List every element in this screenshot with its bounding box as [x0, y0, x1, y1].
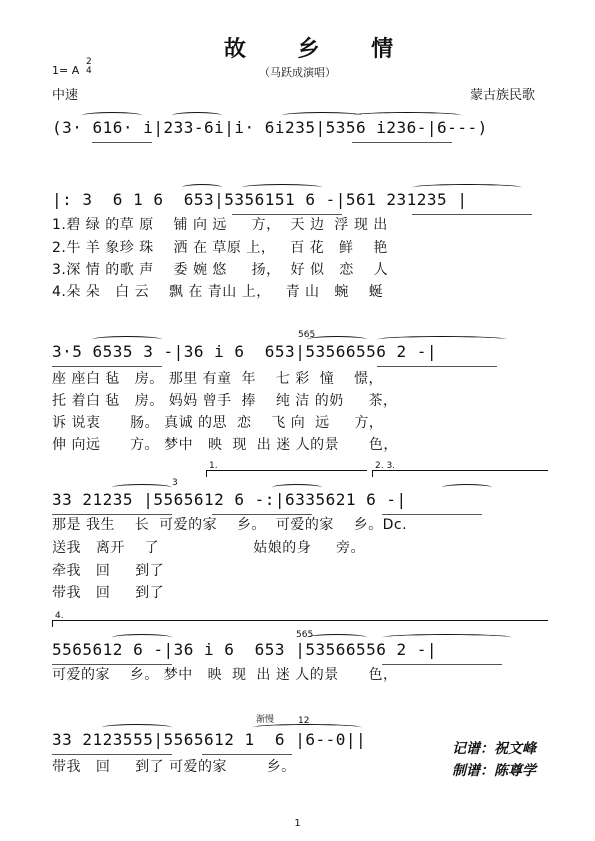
- verse2-lyric-2: 托 着白 毡 房。 妈妈 曾手 捧 纯 洁 的奶 茶，: [52, 393, 398, 409]
- volta-label-2-3: 2. 3.: [375, 461, 396, 471]
- performer-subtitle: （马跃成演唱）: [259, 66, 336, 79]
- verse2-lyric-4: 伸 向远 方。 梦中 映 现 出 迷 人的景 色，: [52, 437, 398, 453]
- verse2-lyric-3: 诉 说衷 肠。 真诚 的思 恋 飞 向 远 方，: [52, 415, 384, 431]
- grace-note-ornament: 565: [298, 330, 316, 340]
- engraver-credit: 制谱：陈尊学: [452, 763, 536, 779]
- genre-label: 蒙古族民歌: [470, 88, 536, 103]
- intro-notation-line: [52, 118, 547, 146]
- beam-underline: [52, 366, 162, 367]
- slur: [442, 484, 492, 491]
- refrain-lyric-3: 牵我 回 到了: [52, 563, 165, 579]
- beam-underline: [377, 366, 497, 367]
- slur: [382, 634, 512, 641]
- verse-lyric-4: 4.朵 朵 白 云 飘 在 青山 上， 青 山 蜿 蜒: [52, 284, 384, 300]
- slur: [352, 112, 462, 119]
- beam-underline: [52, 754, 172, 755]
- ritardando-marking: 渐慢: [256, 715, 275, 725]
- beam-underline: [92, 142, 152, 143]
- beam-underline: [382, 664, 502, 665]
- page-number: 1: [294, 818, 301, 829]
- refrain-lyric-4: 带我 回 到了: [52, 585, 165, 601]
- slur: [272, 484, 322, 491]
- intro-notes: (3· 616· i|233-6i|i· 6i235|5356 i236-|6---): [52, 118, 488, 137]
- key-signature: 1= A: [52, 64, 80, 77]
- coda-notes-2: 33 2123555|5565612 1 6 |6--0||: [52, 730, 367, 749]
- verse-notes-1: |: 3 6 1 6 653|5356151 6 -|561 231235 |: [52, 190, 468, 209]
- slur: [102, 724, 172, 731]
- coda-lyric-2: 带我 回 到了 可爱的家 乡。: [52, 759, 296, 775]
- beam-underline: [412, 214, 532, 215]
- slur: [282, 112, 362, 119]
- slur: [112, 484, 172, 491]
- volta-label-4: 4.: [55, 611, 64, 621]
- transcriber-credit: 记谱：祝文峰: [452, 741, 536, 757]
- beam-underline: [202, 754, 292, 755]
- slur: [172, 112, 222, 119]
- volta-label-1: 1.: [209, 461, 218, 471]
- slur: [307, 634, 367, 641]
- slur: [92, 336, 162, 343]
- refrain-lyric-2: 送我 离开 了 姑娘的身 旁。: [52, 540, 365, 556]
- verse-lyric-3: 3.深 情 的歌 声 委 婉 悠 扬， 好 似 恋 人: [52, 262, 389, 278]
- beam-underline: [352, 142, 452, 143]
- slur: [242, 184, 322, 191]
- slur: [82, 112, 142, 119]
- grace-note-ornament: 12: [298, 716, 310, 726]
- slur: [307, 336, 367, 343]
- coda-lyric-1: 可爱的家 乡。 梦中 映 现 出 迷 人的景 色，: [52, 667, 398, 683]
- verse-notation-line-2: [52, 342, 547, 370]
- tempo-marking: 中速: [52, 88, 79, 103]
- time-signature-top: 2: [86, 57, 92, 67]
- slur: [182, 184, 222, 191]
- song-title: 故 乡 情: [223, 36, 416, 62]
- volta-bracket-1: [206, 461, 367, 477]
- verse-notes-2: 3·5 6535 3 -|36 i 6 653|53566556 2 -|: [52, 342, 438, 361]
- refrain-notes: 33 21235 |5565612 6 -:|6335621 6 -|: [52, 490, 407, 509]
- volta-bracket-4: [52, 611, 548, 627]
- slur: [252, 724, 362, 731]
- verse-lyric-2: 2.牛 羊 象珍 珠 洒 在 草原 上， 百 花 鲜 艳: [52, 240, 388, 256]
- slur: [112, 634, 172, 641]
- verse-lyric-1: 1.碧 绿 的草 原 铺 向 远 方， 天 边 浮 现 出: [52, 217, 388, 233]
- refrain-lyric-1: 那是 我生 长 可爱的家 乡。 可爱的家 乡。Dc.: [52, 517, 408, 533]
- grace-note-ornament: 565: [296, 630, 314, 640]
- verse2-lyric-1: 座 座白 毡 房。 那里 有童 年 七 彩 憧 憬，: [52, 371, 384, 387]
- time-signature-bottom: 4: [86, 66, 92, 76]
- slur: [377, 336, 507, 343]
- slur: [412, 184, 522, 191]
- volta-bracket-2-3: [372, 461, 548, 477]
- coda-notes-1: 5565612 6 -|36 i 6 653 |53566556 2 -|: [52, 640, 438, 659]
- grace-note-ornament: 3: [172, 478, 178, 488]
